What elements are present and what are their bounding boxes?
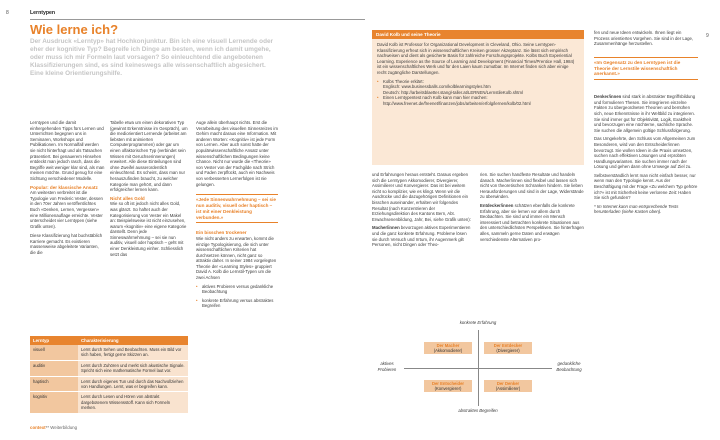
- kolb-info-box: [372, 30, 584, 165]
- diagram-box-entdecker: Der Entdecker (Divergierer): [484, 342, 532, 354]
- bullet-item: • konkrete Erfahrung versus abstraktes Begreifen: [196, 298, 278, 309]
- right-page-number: 9: [706, 33, 709, 39]
- diagram-box-macher: Der Macher (Akkomodierer): [424, 342, 472, 354]
- column-1: [30, 120, 105, 259]
- table-cell-type: auditiv: [30, 360, 78, 376]
- middle-column-a: [372, 172, 472, 251]
- header-rule-left: [30, 19, 365, 20]
- middle-col-a-paragraph-1: und Erfahrungen heraus entsteht. Daraus ergeben sich die Lerntypen Akkomodierer, Divergierer, Assimilierer und Konvergierer. Das ist bei weitem nicht so komplizier, wie es klingt. Wenn wir die Ausdrücke und die dazugehörigen Definitionen ein bisschen auseinander, erhalten wir folgendes Resultat (nach Konzentrieren der Erziehungsdirektion des Kantons Bern, Abt. Erwachsenenbildung, Jahr, Bei, siehe Grafik unten):: [372, 172, 471, 222]
- right-column: [594, 30, 698, 218]
- right-col-paragraph-1: fen und neue Ideen entwickeln. Ihnen liegt ein Prozess orientiertes Vorgehen. Sie sind in der Lage, Zusammenhänge herzustellen.: [594, 30, 694, 47]
- kolb-box-text: David Kolb ist Professor for Organizational Development in Cleveland, Ohio. Seine Lerntypen-Klassifizierung erfreut sich in wissenschaftlichen Kreisen grosser Akzeptanz. Sie lässt sich empirisch nachweisen und dient als gesicherte Basis für zahlreiche Forschungsprojekte. Kolbs Buch Experiential Learning. Experience as the Source of Learning and Development (Financial Times/Prentice Hall, 1984) ist ein wissenschaftliches Werk und für den Laien kaum zumutbar. Im Internet finden sich aber einige recht zugängliche Darstellungen.: [377, 42, 575, 75]
- col1-subheading: Popular: der klassische Ansatz: [30, 184, 98, 190]
- table-header-lerntyp: Lerntyp: [30, 336, 78, 345]
- table-row: [30, 360, 188, 376]
- table-row: [30, 392, 188, 413]
- article-title: Wie lerne ich?: [30, 22, 119, 37]
- kolb-link[interactable]: • Einen Lerntypentest nach Kolb kann man hier machen: http://www.freenet.de/freenet/finanzen/jobs/arbeiten/erfolg/lernen/kolb/02.html: [377, 95, 579, 106]
- table-cell-type: kognitiv: [30, 392, 78, 413]
- right-col-paragraph-2: sind stark in abstrakter Begriffsbildung und formulieren Thesen. Sie integrieren einzelne Fakten zu übergeordneten Theorien und bemühen sich, neue Erkenntnisse in ihr Weltbild zu integrieren. Sie sind immer gut für Objektivität, Logik, Exaktheit und bevorzugen eine nüchterne, sachliche Sprache. Sie suchen die allgemein gültige Schlussfolgerung.: [594, 94, 696, 133]
- pull-quote-1: «Jede Sinneswahrnehmung – sei sie nun auditiv, visuell oder haptisch – ist mit einer Denkleistung verbunden.»: [196, 194, 278, 223]
- kolb-link[interactable]: Deutsch: http://arbeitsblaetter.stangl-taller.at/LERNEN/LernstileKolb.shtml: [383, 89, 523, 95]
- pull-quote-2: «Im Gegensatz zu den Lerntypen ist die Theorie der Lernstile wissenschaftlich anerkannt.»: [594, 57, 698, 80]
- diagram-box-entscheider: Der Entscheider (Konvergierer): [424, 380, 472, 392]
- col1-paragraph-1: Lerntypen und die damit einhergehenden Tipps fürs Lernen und Unterrichten begegnen uns in Seminaren, Workshops und Publikationen. Im Normalfall werden sie nicht hinterfragt und als Tatsachen präsentiert. Bei genauerem Hinsehen entdeckt man jedoch rasch, dass die Begriffe weit weniger klar sind, als man meinen möchte. Grund genug für eine Sichtung verschiedener Modelle.: [30, 120, 105, 181]
- middle-col-b-paragraph-1: rien. Sie suchen handfeste Resultate und handeln danach. Macher/innen sind flexibel und lassen sich nicht von theoretischen Schranken hindern. Sie lieben Herausforderungen und sind in der Lage, Widerstände zu überwinden.: [480, 172, 584, 200]
- lerntyp-table-wrapper: [30, 336, 188, 414]
- table-cell-desc: Lernt durch Lesen und Hören von abstrakt dargebotenem Wissensstoff. Kann sich Formeln merken.: [78, 392, 188, 413]
- col2-paragraph-1: Tabelle etwa um einen dekorativen Typ (gewinnt Erkenntnisse im Gespräch), um die mediorientiert Lernende (arbeitet am liebsten mit animierten Computerprogrammen) oder gar um einen olfaktorischen Typ (verbindet sein Wissen mit Geruchserinnerungen) erweitert. Alle diese Einteilungen sind ohne Zweifel ausserordentlich einleuchtend. Es scheint, dass man nur herauszufinden braucht, zu welcher Kategorie man gehört, und dann erfolgreicher lernen kann.: [110, 120, 188, 193]
- col2-paragraph-2: Wie so oft ist jedoch nicht alles Gold, was glänzt. So haftet auch der Kategorisierung von Vester ein Makel an: Beispielsweise ist nicht einzusehen, warum «kognitiv» eine eigene Kategorie darstellt. Denn jede Sinneswahrnehmung – sei sie nun auditiv, visuell oder haptisch – geht mit einer Denkleistung einher. Schliesslich setzt das: [110, 201, 187, 257]
- diagram-box-denker: Der Denker (Assimilierer): [484, 380, 532, 392]
- axis-label-left: aktives Probieren: [377, 361, 397, 372]
- kolb-diagram: [372, 318, 584, 418]
- axis-label-right: gedankliche Beobachtung: [556, 361, 582, 372]
- col3-paragraph-1: Auge allein überhaupt nichts. Erst die Verarbeitung des visuellen Sinnesreizes im Gehirn macht daraus eine Information. Mit anderen Worten: «Kognitiv» ist jede Form von Lernen. Aber auch sonst hatte der populärwissenschaftliche Ansatz unter wissenschaftlichen Bedingungen keine Chance. Nicht nur wurde die «Theorie» von Vester von der Fachgilde nach Strich und Faden zerpflückt, auch ein Nachweis von verbesserten Lernerfolgen ist nie gelungen.: [196, 120, 278, 187]
- table-row: [30, 376, 188, 392]
- section-label: Lerntypen: [30, 10, 56, 16]
- kolb-links-label: • Kolbs Theorie erklärt:: [377, 79, 579, 85]
- diagram-horizontal-axis: [404, 368, 552, 369]
- middle-col-a-paragraph-2: bevorzugen aktives Experimentieren und die ganz konkrete Erfahrung. Probleme lösen sie durch Versuch und Irrtum, ihr Augenmerk gilt Personen, nicht Dingen oder Theo-: [372, 225, 471, 248]
- footer-brand: context** Weiterbildung: [30, 425, 78, 430]
- col3-paragraph-2: Wie nicht anders zu erwarten, kommt die einzige Typologisierung, die sich unter wissenschaftlichen Kriterien hat durchsetzen können, nicht ganz so attraktiv daher. In seiner 1984 vorgelegten Theorie der «Learning Styles» gruppiert David A. Kolb die Lernstil-Typen um die zwei Achsen: [196, 235, 277, 281]
- table-cell-type: visuell: [30, 345, 78, 360]
- entdecker-lead: Entdecker/innen: [480, 202, 514, 208]
- bullet-item: • aktives Probieren versus gedankliche Beobachtung: [196, 284, 278, 295]
- kolb-box-title: David Kolb und seine Theorie: [372, 30, 584, 39]
- article-lead: Der Ausdruck «Lerntyp» hat Hochkonjunktur. Bin ich eine visuell Lernende oder eher der kognitive Typ? Begreife ich Dinge am besten, wenn ich damit umgehe, oder muss ich mir Formeln laut vorsagen? So einleuchtend die angebotenen Klassifizierungen sind, es sind keineswegs alle wissenschaftlich abgesichert. Eine kleine Orientierungshilfe.: [30, 38, 274, 77]
- col1-paragraph-2: Am weitesten verbreitet ist die Typologie von Frederic Vester, dessen in den 70er Jahren veröffentlichtes Buch «Denken, Lernen, Vergessen» eine Millionenauflage erreichte. Vester unterscheidet vier Lerntypen (siehe Grafik unten).: [30, 190, 103, 229]
- column-2: [110, 120, 188, 260]
- macher-lead: Macher/innen: [372, 225, 400, 231]
- right-col-paragraph-3: Das Umgekehrte, den Schluss vom Allgemeinen zum Besonderen, wird von den Entscheider/innen bevorzugt. Sie wollen Ideen in die Praxis umsetzen, suchen nach effektiven Lösungen und erprobten Handlungsvarianten. Sie suchen immer nach der Lösung und gehen dann ohne Umwege auf Ziel zu.: [594, 136, 696, 170]
- col2-subheading: Nicht alles Gold: [110, 195, 145, 201]
- lerntyp-table: [30, 336, 188, 414]
- denker-lead: Denker/innen: [594, 94, 622, 100]
- middle-col-b-paragraph-2: schätzen ebenfalls die konkrete Erfahrung, aber sie lernen vor allem durch Beobachten. Sie sind und immer ein Mensch interessiert und betrachten konkrete Situationen aus den unterschiedlichsten Perspektiven. Sie hinterfragen alles, sammeln gerne Daten und erwägen verschiedenste Alternativen pro-: [480, 202, 584, 242]
- table-cell-desc: Lernt durch Zuhören und merkt sich akustische Signale. Spricht sich eine mathematische Formel laut vor.: [78, 360, 188, 376]
- table-cell-desc: Lernt durch Sehen und Beobachten. Muss ein Bild vor sich haben, fertigt gerne Skizzen an.: [78, 345, 188, 360]
- kolb-link[interactable]: Englisch: www.businessballs.com/kolblearningstyles.htm: [383, 84, 491, 90]
- right-col-paragraph-4: Selbstverständlich lernt man nicht einfach besser, nur wenn man den Typologie kennt. Aus der Beschäftigung mit der Frage «Zu welchem Typ gehöre ich?» ist mit Sicherheit keine verlorene Zeit: Haben Sie sich gefunden?: [594, 172, 698, 201]
- table-cell-type: haptisch: [30, 376, 78, 392]
- column-3: [196, 120, 278, 312]
- table-header-charakterisierung: Charakterisierung: [78, 336, 188, 345]
- left-page-number: 8: [6, 10, 9, 16]
- col1-paragraph-3: Diese Klassifizierung hat buchstäblich Karriere gemacht. Es existieren massenweise abgeleitete Varianten, die die: [30, 233, 103, 256]
- table-cell-desc: Lernt durch eigenes Tun und durch das Nachvollziehen von Handlungen. Lernt, was er begreifen kann.: [78, 376, 188, 392]
- table-row: [30, 345, 188, 360]
- axis-label-top: konkrete Erfahrung: [459, 320, 497, 325]
- axis-label-bottom: abstraktes Begreifen: [458, 408, 498, 413]
- col3-subheading: Ein bisschen trockener: [196, 230, 247, 236]
- middle-column-b: [480, 172, 584, 245]
- footnote: * Im Internet kann man entsprechende Tests herunterladen (siehe Kasten oben).: [594, 203, 679, 215]
